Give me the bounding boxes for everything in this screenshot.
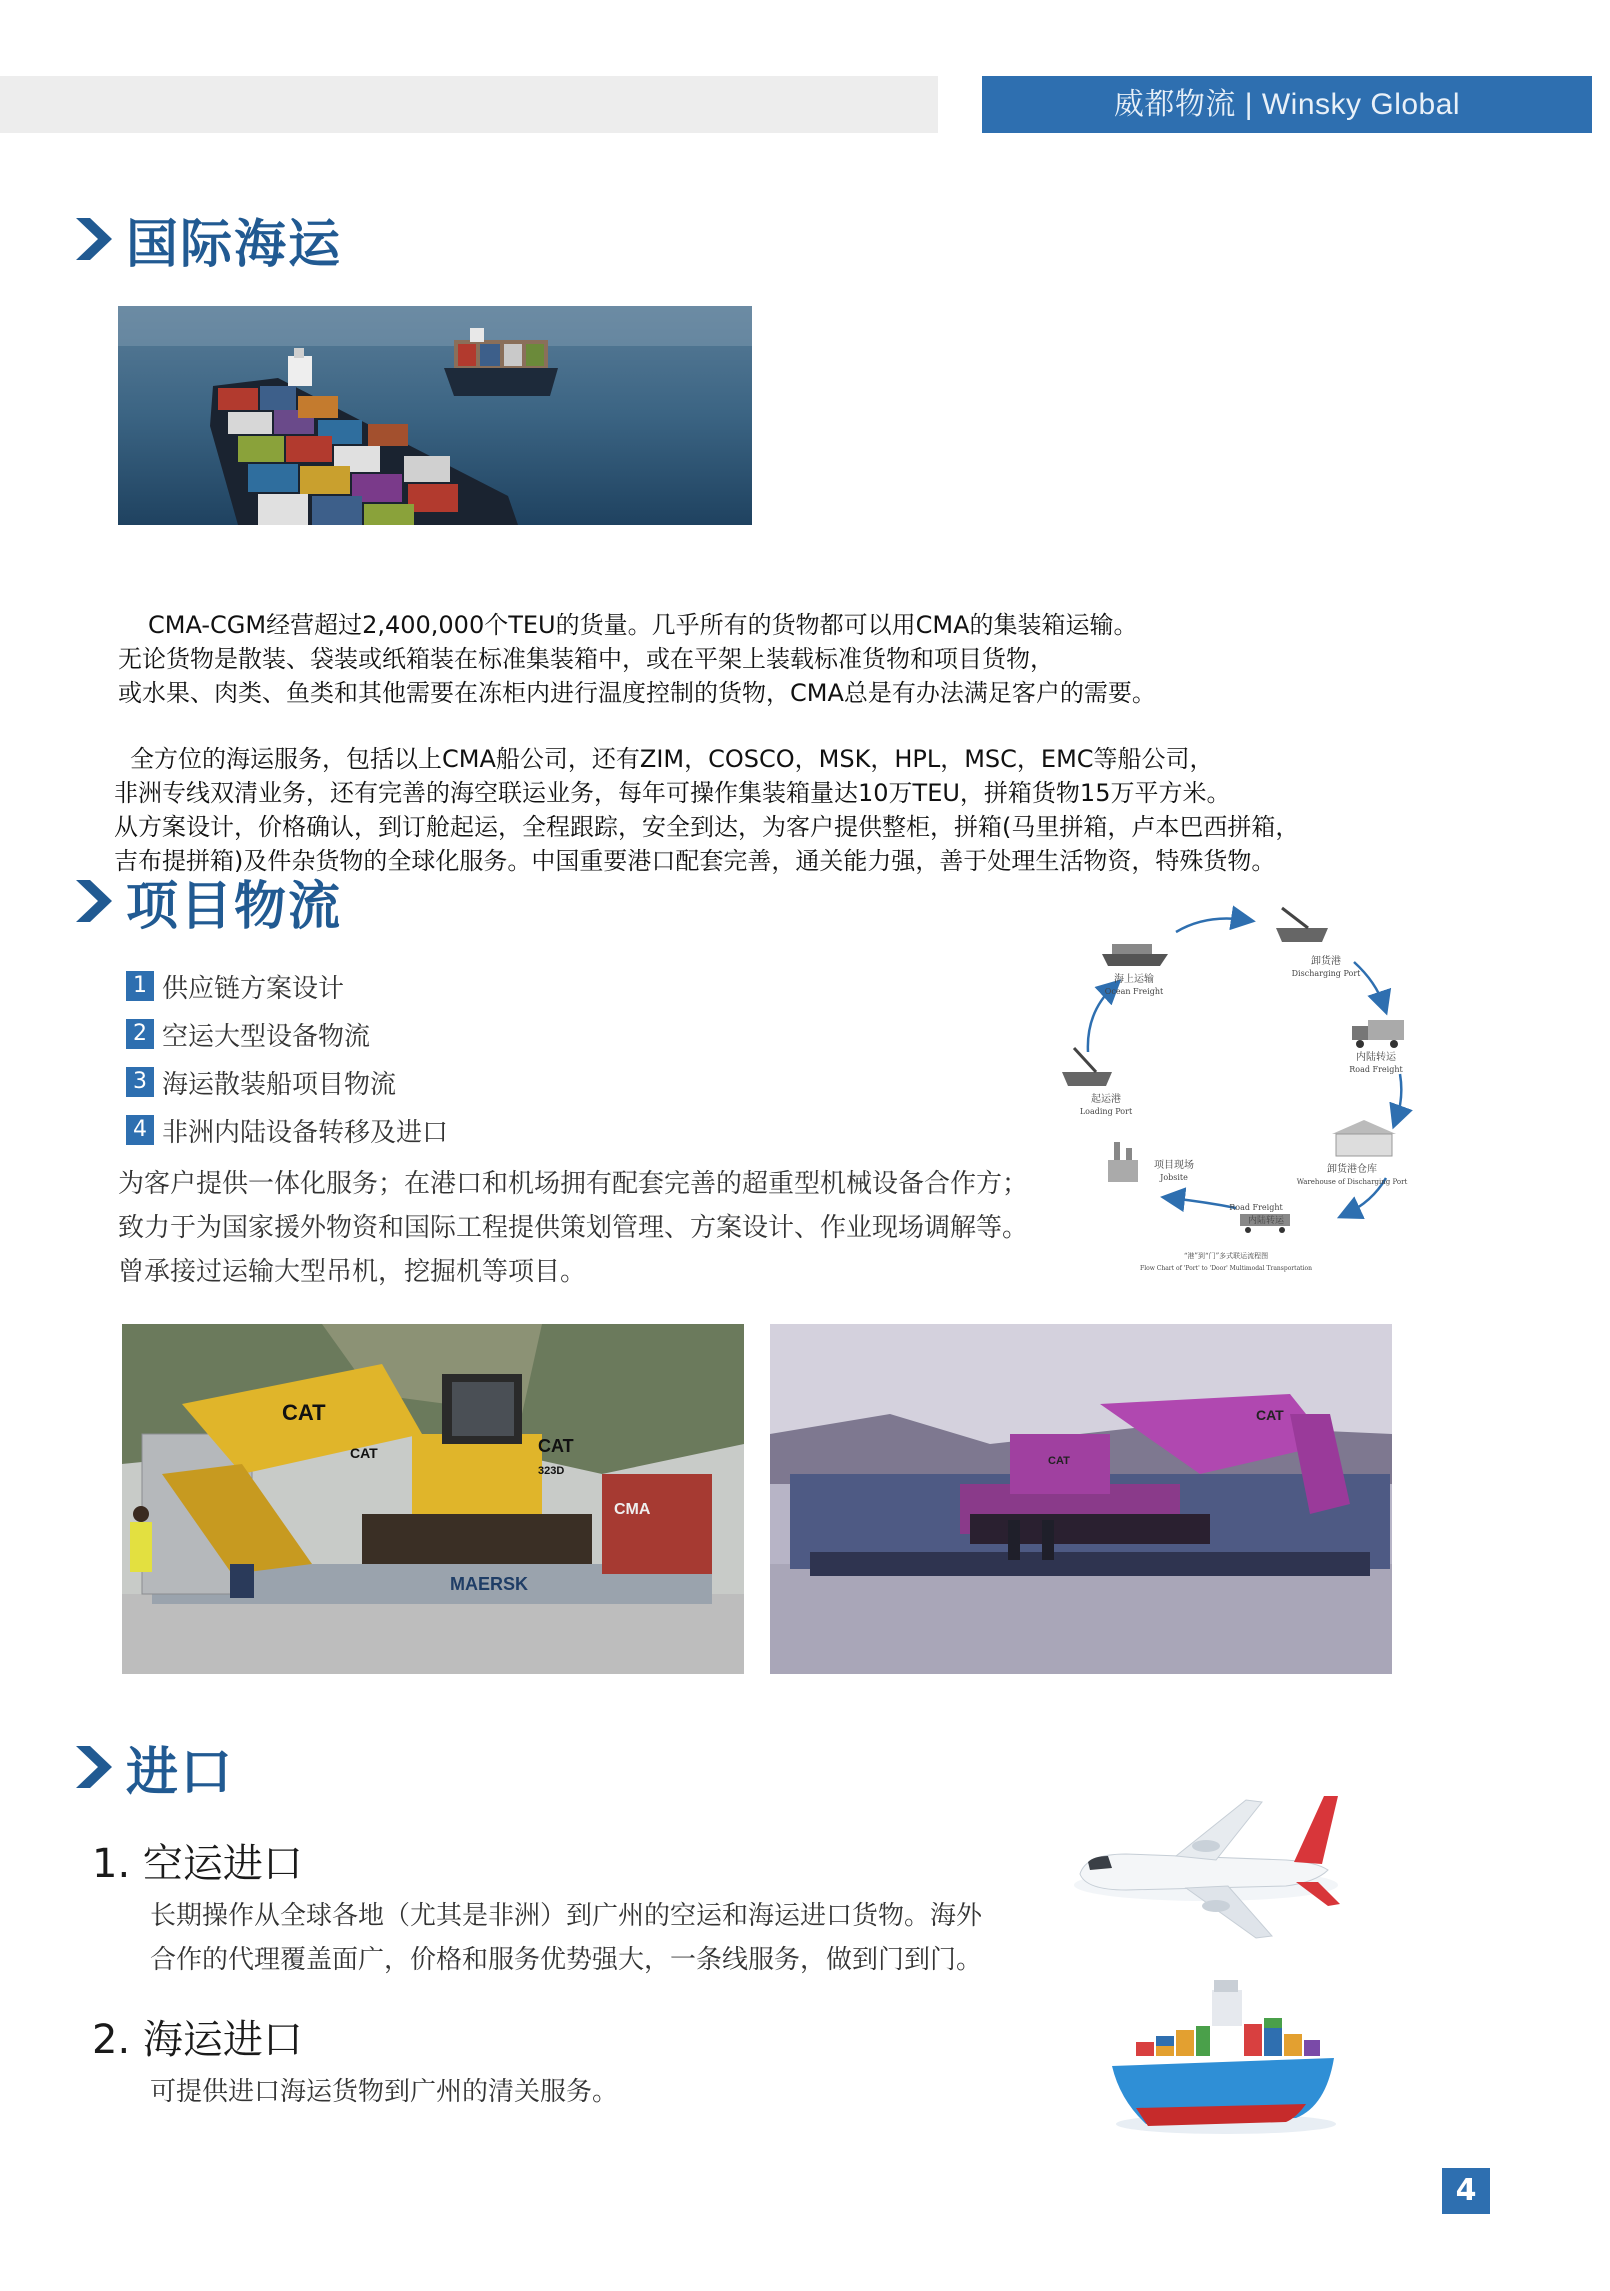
chevron-right-icon	[72, 1742, 116, 1792]
svg-text:卸货港: 卸货港	[1311, 956, 1341, 967]
section-title: 国际海运	[126, 214, 343, 275]
section-heading-sea	[72, 204, 342, 274]
svg-text:Discharging Port: Discharging Port	[1291, 969, 1361, 978]
page-number: 4	[1442, 2168, 1490, 2214]
cat-logo: CAT	[1048, 1455, 1070, 1467]
list-item	[126, 1058, 448, 1106]
flow-diagram	[1046, 902, 1426, 1282]
crane-icon	[1062, 1048, 1112, 1086]
list-number-badge: 4	[126, 1115, 154, 1145]
svg-text:“港”到“门”多式联运流程图: “港”到“门”多式联运流程图	[1183, 1252, 1269, 1260]
list-number-badge: 3	[126, 1067, 154, 1097]
sea-paragraph-2: 全方位的海运服务，包括以上CMA船公司，还有ZIM，COSCO，MSK，HPL，MSC，EMC等船公司， 非洲专线双清业务，还有完善的海空联运业务，每年可操作集装箱量达10万TEU，拼箱货物15万平方米。 从方案设计，价格确认，到订舱起运，全程跟踪，安全到达，为客户提供整柜，拼箱(马里拼箱，卢本巴西拼箱， 吉布提拼箱)及件杂货物的全球化服务。中国重要港口配套完善，通关能力强，善于处理生活物资，特殊货物。	[114, 745, 1300, 875]
project-paragraph: 为客户提供一体化服务；在港口和机场拥有配套完善的超重型机械设备合作方； 致力于为国家援外物资和国际工程提供策划管理、方案设计、作业现场调解等。 曾承接过运输大型吊机，挖掘机等项目。	[118, 1169, 1029, 1287]
svg-text:Warehouse of Discharging Port: Warehouse of Discharging Port	[1296, 1178, 1408, 1186]
svg-text:Ocean Freight: Ocean Freight	[1104, 987, 1164, 996]
list-number-badge: 2	[126, 1019, 154, 1049]
svg-text:海上运输: 海上运输	[1114, 974, 1154, 985]
cma-label: CMA	[614, 1501, 651, 1518]
svg-text:Flow Chart of 'Port' to 'Door': Flow Chart of 'Port' to 'Door' Multimodal Transportation	[1140, 1265, 1312, 1272]
svg-text:项目现场: 项目现场	[1154, 1160, 1194, 1171]
list-item-label: 空运大型设备物流	[162, 1021, 371, 1052]
cat-logo: CAT	[350, 1445, 378, 1461]
header-brand: 威都物流 | Winsky Global	[982, 76, 1592, 133]
list-item-label: 非洲内陆设备转移及进口	[162, 1117, 449, 1148]
maersk-label: MAERSK	[450, 1574, 529, 1594]
cat-logo: CAT	[1256, 1407, 1284, 1423]
svg-text:Jobsite: Jobsite	[1160, 1173, 1188, 1182]
project-list	[126, 962, 448, 1154]
svg-text:Road Freight: Road Freight	[1349, 1065, 1403, 1074]
cargo-ship-icon	[1106, 1976, 1336, 2136]
cat-logo: CAT	[282, 1400, 326, 1425]
svg-text:卸货港仓库: 卸货港仓库	[1327, 1164, 1377, 1175]
section-heading-project	[72, 866, 342, 936]
cat-logo: CAT	[538, 1436, 574, 1456]
airplane-icon	[1066, 1790, 1346, 1940]
crane-icon	[1276, 908, 1328, 942]
svg-text:起运港: 起运港	[1091, 1094, 1121, 1105]
warehouse-icon	[1332, 1120, 1396, 1156]
excavator-photo-1	[122, 1324, 744, 1674]
section-title: 项目物流	[126, 876, 343, 937]
section-title: 进口	[126, 1742, 235, 1803]
ship-icon	[1102, 944, 1168, 966]
svg-text:内陆转运: 内陆转运	[1356, 1052, 1396, 1063]
svg-text:Loading Port: Loading Port	[1079, 1107, 1133, 1116]
factory-icon	[1108, 1142, 1138, 1182]
svg-text:内陆转运: 内陆转运	[1247, 1216, 1285, 1226]
import-heading-sea: 2. 海运进口	[92, 2017, 303, 2063]
import-heading-air: 1. 空运进口	[92, 1841, 303, 1887]
ship-photo	[118, 306, 752, 525]
svg-text:Road Freight: Road Freight	[1229, 1203, 1283, 1212]
header-bar	[0, 76, 938, 133]
list-item	[126, 1010, 448, 1058]
list-number-badge: 1	[126, 971, 154, 1001]
excavator-photo-2	[770, 1324, 1392, 1674]
chevron-right-icon	[72, 876, 116, 926]
sea-paragraph-1: CMA-CGM经营超过2,400,000个TEU的货量。几乎所有的货物都可以用CMA的集装箱运输。 无论货物是散装、袋装或纸箱装在标准集装箱中，或在平架上装载标准货物和项目货物， 或水果、肉类、鱼类和其他需要在冻柜内进行温度控制的货物，CMA总是有办法满足客户的需要。	[118, 611, 1156, 707]
import-text-air: 长期操作从全球各地（尤其是非洲）到广州的空运和海运进口货物。海外 合作的代理覆盖面广，价格和服务优势强大，一条线服务，做到门到门。	[150, 1901, 983, 1975]
model-label: 323D	[538, 1465, 565, 1477]
list-item	[126, 1106, 448, 1154]
truck-icon	[1352, 1020, 1404, 1048]
import-text-sea: 可提供进口海运货物到广州的清关服务。	[150, 2077, 619, 2107]
list-item	[126, 962, 448, 1010]
section-heading-import	[72, 1732, 234, 1802]
list-item-label: 海运散装船项目物流	[162, 1069, 397, 1100]
list-item-label: 供应链方案设计	[162, 973, 345, 1004]
chevron-right-icon	[72, 214, 116, 264]
